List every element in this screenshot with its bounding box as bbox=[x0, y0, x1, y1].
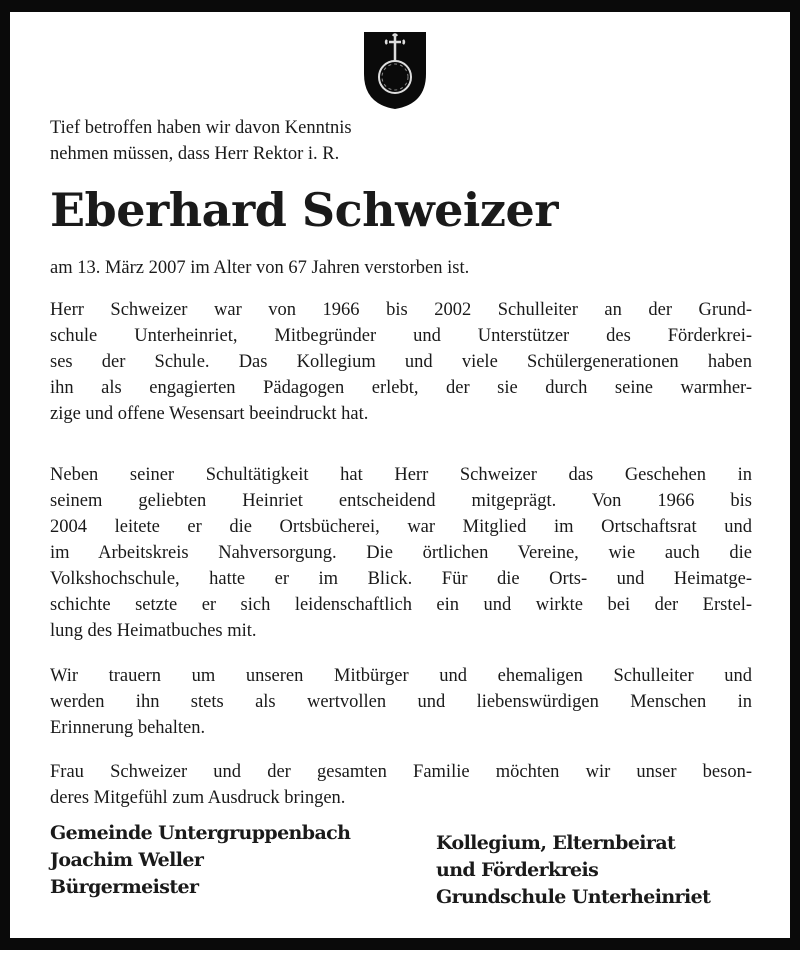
text-line: Neben seiner Schultätigkeit hat Herr Schweizer das Geschehen in bbox=[50, 465, 752, 485]
signature-line: Kollegium, Elternbeirat bbox=[436, 832, 676, 854]
text-line: Herr Schweizer war von 1966 bis 2002 Schulleiter an der Grund- bbox=[50, 300, 752, 320]
text-line: ihn als engagierten Pädagogen erlebt, der sie durch seine warmher- bbox=[50, 378, 752, 398]
signature-line: Bürgermeister bbox=[50, 876, 199, 898]
coat-of-arms-icon bbox=[362, 30, 428, 110]
death-line bbox=[50, 255, 752, 281]
signature-line: Grundschule Unterheinriet bbox=[436, 886, 711, 908]
signature-school bbox=[436, 830, 710, 911]
text-line: Erinnerung behalten. bbox=[50, 718, 206, 738]
intro-line: Tief betroffen haben wir davon Kenntnis bbox=[50, 118, 352, 138]
text-line: seinem geliebten Heinriet entscheidend mitgeprägt. Von 1966 bis bbox=[50, 491, 752, 511]
paragraph-condolence bbox=[50, 759, 752, 811]
signature-municipality bbox=[50, 820, 350, 901]
text-line: werden ihn stets als wertvollen und liebenswürdigen Menschen in bbox=[50, 692, 752, 712]
text-line: 2004 leitete er die Ortsbücherei, war Mitglied im Ortschaftsrat und bbox=[50, 517, 752, 537]
death-line-text: am 13. März 2007 im Alter von 67 Jahren verstorben ist. bbox=[50, 258, 470, 278]
text-line: schule Unterheinriet, Mitbegründer und Unterstützer des Förderkrei- bbox=[50, 326, 752, 346]
text-line: deres Mitgefühl zum Ausdruck bringen. bbox=[50, 788, 346, 808]
text-line: schichte setzte er sich leidenschaftlich ein und wirkte bei der Erstel- bbox=[50, 595, 752, 615]
text-line: Wir trauern um unseren Mitbürger und ehemaligen Schulleiter und bbox=[50, 666, 752, 686]
text-line: ses der Schule. Das Kollegium und viele Schülergenerationen haben bbox=[50, 352, 752, 372]
text-line: Volkshochschule, hatte er im Blick. Für die Orts- und Heimatge- bbox=[50, 569, 752, 589]
signature-line: Gemeinde Untergruppenbach bbox=[50, 822, 351, 844]
signature-line: und Förderkreis bbox=[436, 859, 599, 881]
text-line: Frau Schweizer und der gesamten Familie möchten wir unser beson- bbox=[50, 762, 752, 782]
intro-text bbox=[50, 115, 752, 167]
paragraph-career bbox=[50, 297, 752, 427]
text-line: im Arbeitskreis Nahversorgung. Die örtlichen Vereine, wie auch die bbox=[50, 543, 752, 563]
text-line: zige und offene Wesensart beeindruckt hat. bbox=[50, 404, 369, 424]
signature-line: Joachim Weller bbox=[50, 849, 204, 871]
paragraph-mourning bbox=[50, 663, 752, 741]
deceased-name: Eberhard Schweizer bbox=[50, 183, 559, 237]
intro-line: nehmen müssen, dass Herr Rektor i. R. bbox=[50, 144, 340, 164]
paragraph-community bbox=[50, 462, 752, 644]
text-line: lung des Heimatbuches mit. bbox=[50, 621, 257, 641]
